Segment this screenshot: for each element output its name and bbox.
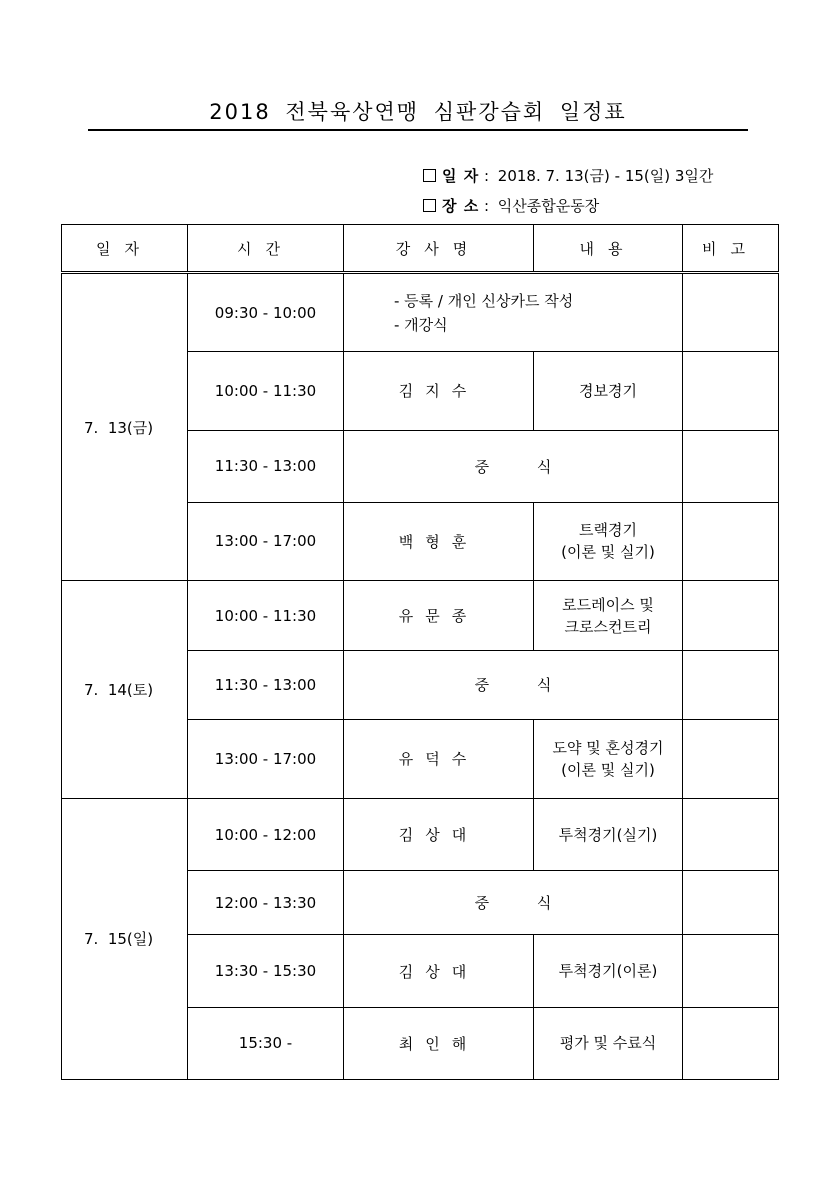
note-cell bbox=[683, 871, 779, 935]
day-cell bbox=[62, 273, 188, 581]
time-cell: 13:00 - 17:00 bbox=[188, 502, 344, 580]
time-cell: 10:00 - 12:00 bbox=[188, 798, 344, 870]
day-cell bbox=[62, 798, 188, 1079]
date-label: 일 자 bbox=[442, 167, 480, 185]
note-cell bbox=[683, 935, 779, 1007]
table-row bbox=[62, 273, 779, 352]
schedule-table bbox=[61, 224, 779, 1080]
checkbox-square-icon bbox=[423, 199, 436, 212]
note-cell bbox=[683, 352, 779, 430]
content-cell: 트랙경기 (이론 및 실기) bbox=[534, 502, 683, 580]
lunch-cell: 중 식 bbox=[344, 430, 683, 502]
time-cell: 11:30 - 13:00 bbox=[188, 430, 344, 502]
header-time: 시간 bbox=[188, 225, 344, 273]
time-cell: 10:00 - 11:30 bbox=[188, 352, 344, 430]
content-cell: 평가 및 수료식 bbox=[534, 1007, 683, 1079]
instructor-cell: 유덕수 bbox=[344, 719, 534, 798]
day-date: 7. 15(일) bbox=[84, 930, 154, 949]
content-cell: 도약 및 혼성경기 (이론 및 실기) bbox=[534, 719, 683, 798]
title-underline bbox=[88, 129, 748, 131]
table-row bbox=[62, 798, 779, 870]
lunch-cell: 중 식 bbox=[344, 871, 683, 935]
time-cell: 15:30 - bbox=[188, 1007, 344, 1079]
instructor-cell: 최인해 bbox=[344, 1007, 534, 1079]
content-cell: 로드레이스 및 크로스컨트리 bbox=[534, 581, 683, 651]
header-note: 비고 bbox=[683, 225, 779, 273]
place-value: 익산종합운동장 bbox=[497, 197, 600, 215]
instructor-cell: 김상대 bbox=[344, 798, 534, 870]
merged-cell: - 등록 / 개인 신상카드 작성 - 개강식 bbox=[344, 273, 683, 352]
time-cell: 13:30 - 15:30 bbox=[188, 935, 344, 1007]
note-cell bbox=[683, 1007, 779, 1079]
note-cell bbox=[683, 502, 779, 580]
place-label: 장 소 bbox=[442, 197, 480, 215]
time-cell: 10:00 - 11:30 bbox=[188, 581, 344, 651]
instructor-cell: 김지수 bbox=[344, 352, 534, 430]
note-cell bbox=[683, 581, 779, 651]
day-cell bbox=[62, 581, 188, 799]
day-date: 7. 14(토) bbox=[84, 681, 154, 699]
note-cell bbox=[683, 430, 779, 502]
day-date: 7. 13(금) bbox=[84, 418, 154, 437]
lunch-cell: 중 식 bbox=[344, 651, 683, 719]
content-cell: 경보경기 bbox=[534, 352, 683, 430]
time-cell: 11:30 - 13:00 bbox=[188, 651, 344, 719]
info-date-line: 일 자 : 2018. 7. 13(금) - 15(일) 3일간 bbox=[423, 165, 713, 186]
checkbox-square-icon bbox=[423, 169, 436, 182]
time-cell: 12:00 - 13:30 bbox=[188, 871, 344, 935]
instructor-cell: 김상대 bbox=[344, 935, 534, 1007]
header-content: 내용 bbox=[534, 225, 683, 273]
content-cell: 투척경기(실기) bbox=[534, 798, 683, 870]
table-header-row bbox=[62, 225, 779, 273]
table-row bbox=[62, 581, 779, 651]
instructor-cell: 유문종 bbox=[344, 581, 534, 651]
date-value: 2018. 7. 13(금) - 15(일) 3일간 bbox=[497, 167, 714, 185]
page-title: 2018 전북육상연맹 심판강습회 일정표 bbox=[209, 100, 627, 124]
note-cell bbox=[683, 719, 779, 798]
header-instructor: 강사명 bbox=[344, 225, 534, 273]
time-cell: 13:00 - 17:00 bbox=[188, 719, 344, 798]
content-cell: 투척경기(이론) bbox=[534, 935, 683, 1007]
time-cell: 09:30 - 10:00 bbox=[188, 273, 344, 352]
note-cell bbox=[683, 798, 779, 870]
info-place-line: 장 소 : 익산종합운동장 bbox=[423, 195, 599, 216]
note-cell bbox=[683, 273, 779, 352]
header-date: 일자 bbox=[62, 225, 188, 273]
note-cell bbox=[683, 651, 779, 719]
instructor-cell: 백형훈 bbox=[344, 502, 534, 580]
